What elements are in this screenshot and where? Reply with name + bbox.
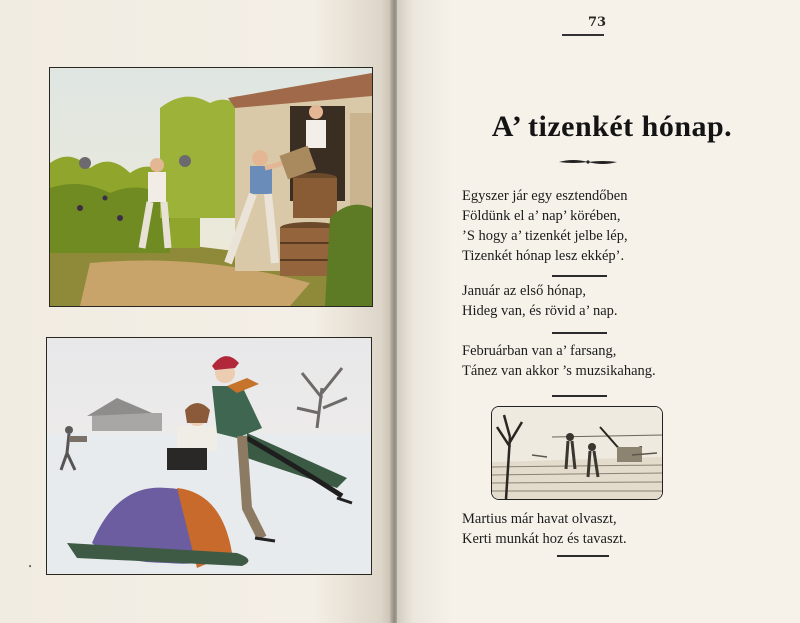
verse-line: Martius már havat olvaszt, [462,511,617,527]
page-mark: • [28,563,33,571]
page-number-rule [562,34,604,36]
verse-line: Kerti munkát hoz és tavaszt. [462,531,627,547]
stanza-february [462,341,656,381]
field-work-vignette [491,406,663,500]
ice-skating-illustration [46,337,372,575]
verse-line: Egyszer jár egy esztendőben [462,188,628,204]
stanza-january [462,281,618,321]
section-rule [552,395,607,397]
section-rule [557,555,609,557]
stanza-march [462,509,627,549]
verse-line: Tánez van akkor ’s muzsikahang. [462,363,656,379]
section-rule [552,332,607,334]
left-page [0,0,392,623]
verse-line: Január az első hónap, [462,283,587,299]
vintage-harvest-illustration [49,67,373,307]
page-number: 73 [587,15,607,30]
stanza-intro [462,186,628,266]
verse-line: Földünk el a’ nap’ körében, [462,208,621,224]
section-rule [552,275,607,277]
verse-line: Februárban van a’ farsang, [462,343,617,359]
verse-line: ’S hogy a’ tizenkét jelbe lép, [462,228,628,244]
page-title: A’ tizenkét hónap. [491,110,733,143]
ornament-divider [557,158,619,166]
verse-line: Hideg van, és rövid a’ nap. [462,303,618,319]
verse-line: Tizenkét hónap lesz ekkép’. [462,248,625,264]
right-page [397,0,800,623]
